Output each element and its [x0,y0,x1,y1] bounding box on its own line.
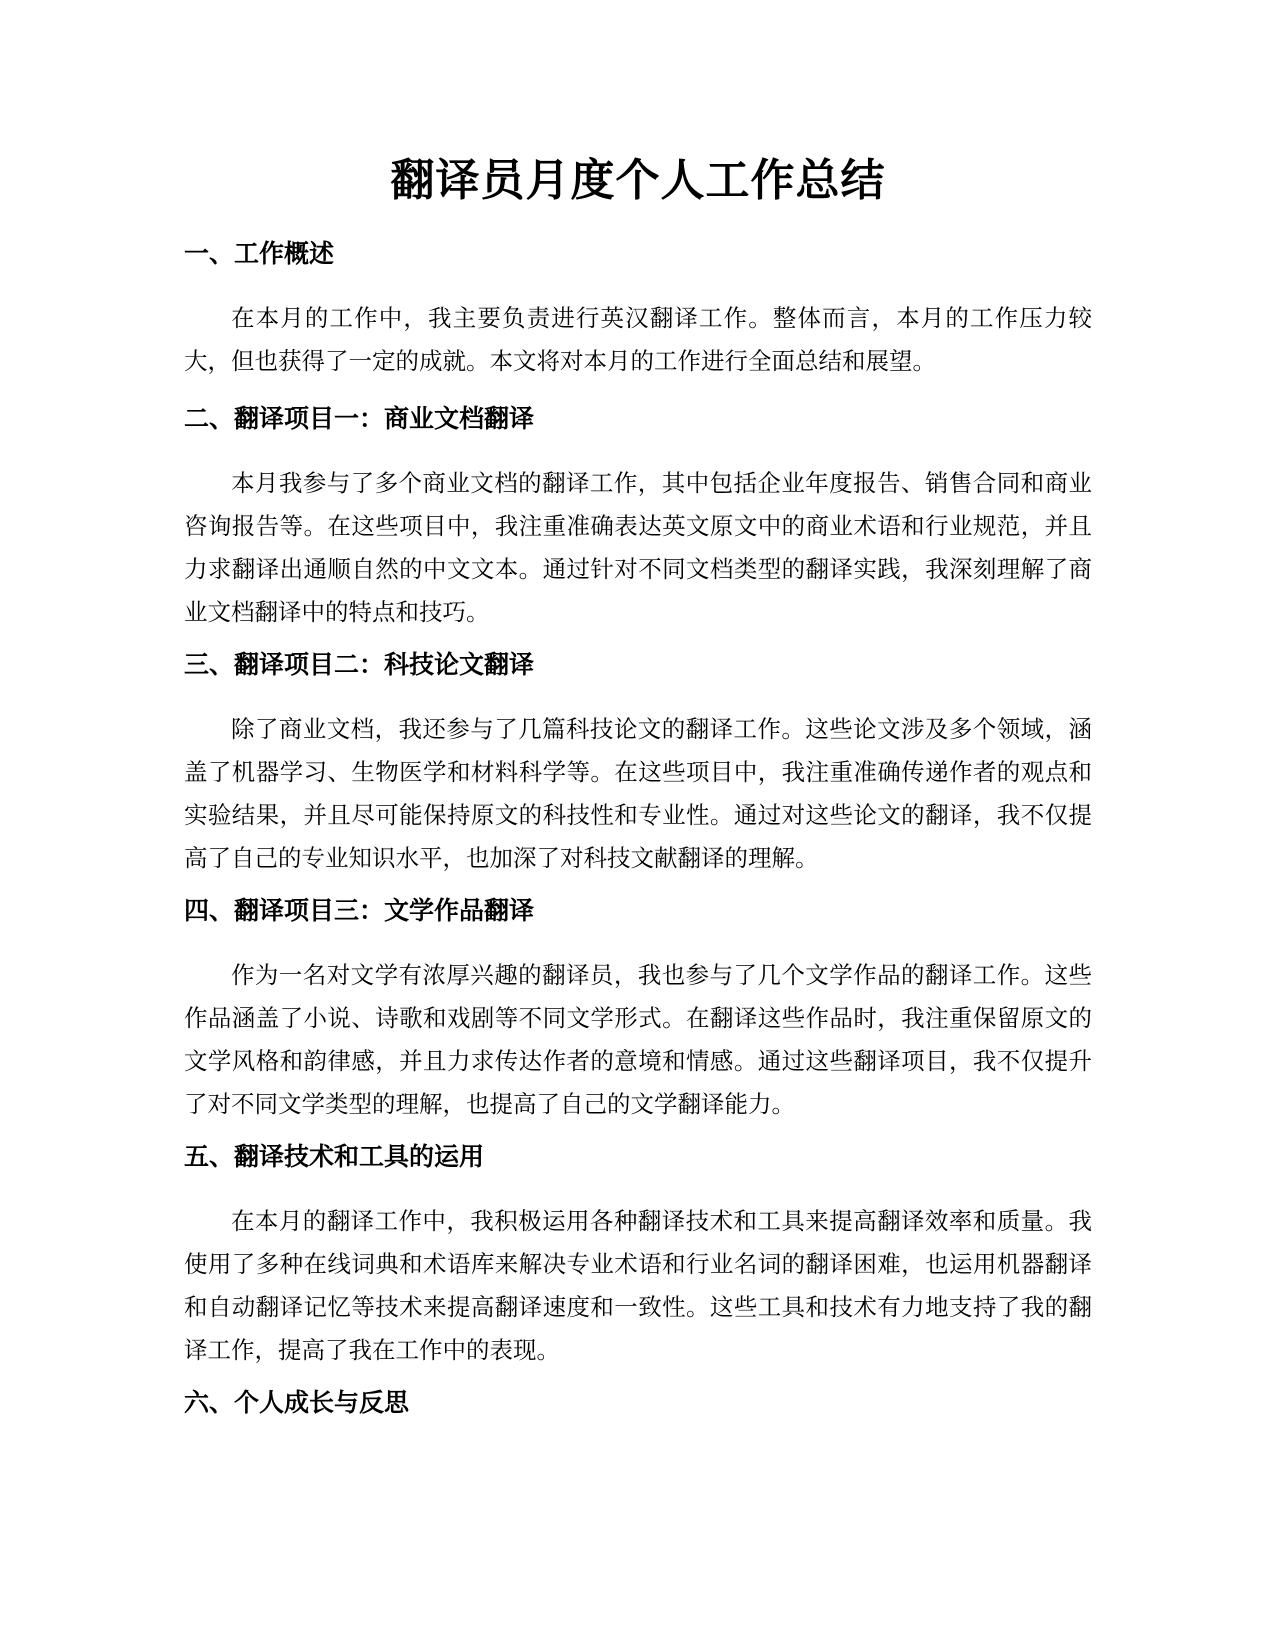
section-heading: 六、个人成长与反思 [184,1388,410,1417]
section-business-translation [184,401,1092,634]
section-heading: 二、翻译项目一：商业文档翻译 [184,404,535,433]
section-work-overview [184,236,1092,383]
section-literary-translation [184,893,1092,1126]
section-paragraph: 作为一名对文学有浓厚兴趣的翻译员，我也参与了几个文学作品的翻译工作。这些作品涵盖了小说、诗歌和戏剧等不同文学形式。在翻译这些作品时，我注重保留原文的文学风格和韵律感，并且力求传达作者的意境和情感。通过这些翻译项目，我不仅提升了对不同文学类型的理解，也提高了自己的文学翻译能力。 [184,961,1092,1118]
section-paragraph: 除了商业文档，我还参与了几篇科技论文的翻译工作。这些论文涉及多个领域，涵盖了机器学习、生物医学和材料科学等。在这些项目中，我注重准确传递作者的观点和实验结果，并且尽可能保持原文的科技性和专业性。通过对这些论文的翻译，我不仅提高了自己的专业知识水平，也加深了对科技文献翻译的理解。 [184,715,1092,872]
document-title: 翻译员月度个人工作总结 [390,155,886,206]
section-heading: 一、工作概述 [184,239,335,268]
section-scitech-translation [184,647,1092,880]
section-heading: 四、翻译项目三：文学作品翻译 [184,896,535,925]
section-heading: 五、翻译技术和工具的运用 [184,1142,485,1171]
section-heading: 三、翻译项目二：科技论文翻译 [184,650,535,679]
section-tools-usage [184,1139,1092,1372]
section-paragraph: 在本月的翻译工作中，我积极运用各种翻译技术和工具来提高翻译效率和质量。我使用了多种在线词典和术语库来解决专业术语和行业名词的翻译困难，也运用机器翻译和自动翻译记忆等技术来提高翻译速度和一致性。这些工具和技术有力地支持了我的翻译工作，提高了我在工作中的表现。 [184,1207,1092,1364]
section-paragraph: 在本月的工作中，我主要负责进行英汉翻译工作。整体而言，本月的工作压力较大，但也获得了一定的成就。本文将对本月的工作进行全面总结和展望。 [184,304,1092,375]
section-personal-growth [184,1385,1092,1421]
section-paragraph: 本月我参与了多个商业文档的翻译工作，其中包括企业年度报告、销售合同和商业咨询报告等。在这些项目中，我注重准确表达英文原文中的商业术语和行业规范，并且力求翻译出通顺自然的中文文本。通过针对不同文档类型的翻译实践，我深刻理解了商业文档翻译中的特点和技巧。 [184,469,1092,626]
